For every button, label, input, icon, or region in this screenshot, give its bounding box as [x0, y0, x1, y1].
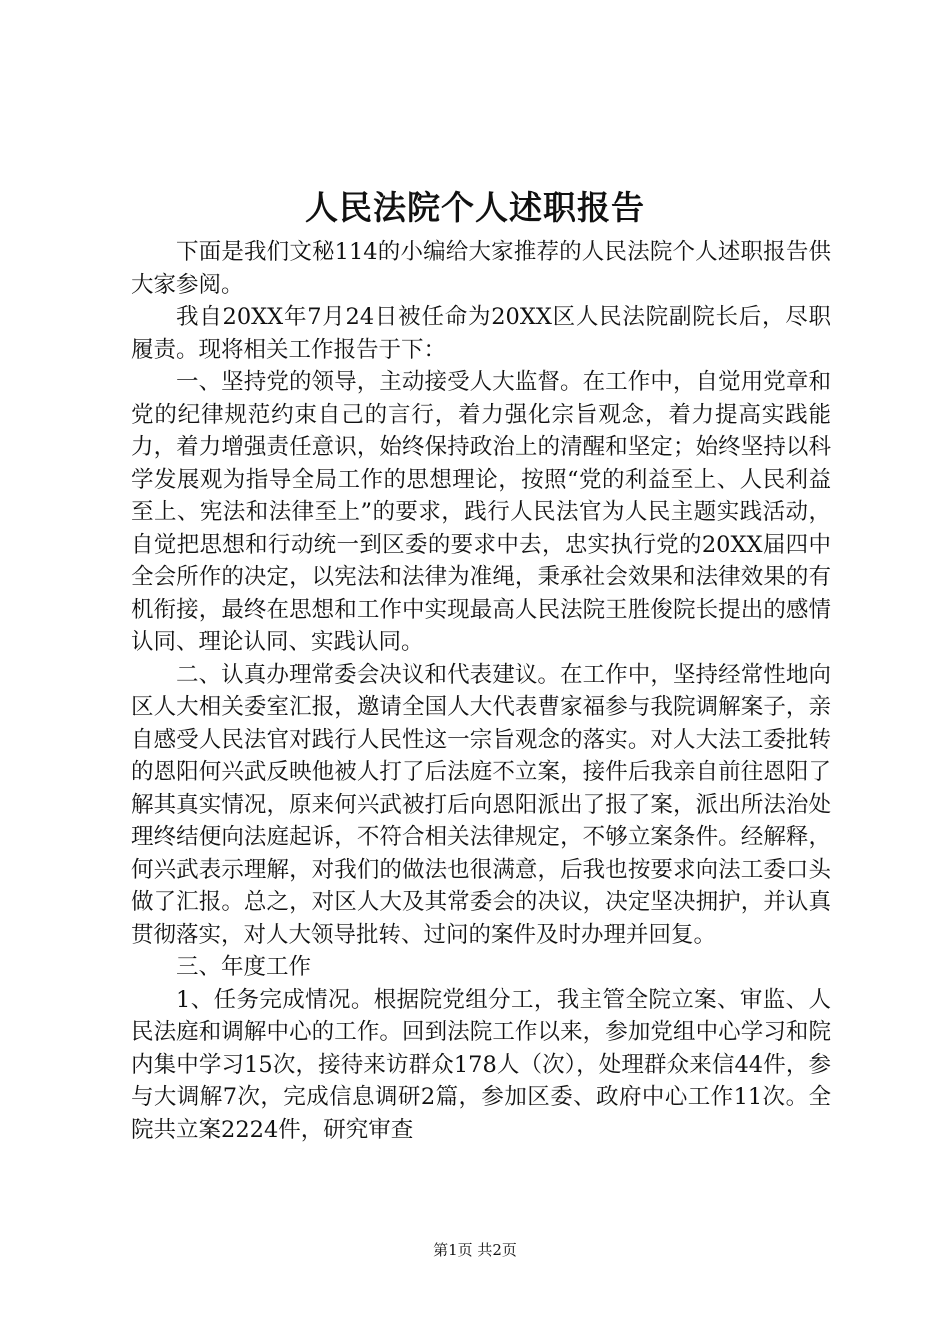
paragraph-section-3-item-1: 1、任务完成情况。根据院党组分工，我主管全院立案、审监、人民法庭和调解中心的工作。回到法院工作以来，参加党组中心学习和院内集中学习15次，接待来访群众178人（次），处理群众来信44件，参与大调解7次，完成信息调研2篇，参加区委、政府中心工作11次。全院共立案2224件，研究审查	[131, 986, 831, 1143]
document-title: 人民法院个人述职报告	[305, 188, 645, 227]
paragraph-section-2: 二、认真办理常委会决议和代表建议。在工作中，坚持经常性地向区人大相关委室汇报，邀请全国人大代表曹家福参与我院调解案子，亲自感受人民法官对践行人民性这一宗旨观念的落实。对人大法工委批转的恩阳何兴武反映他被人打了后法庭不立案，接件后我亲自前往恩阳了解其真实情况，原来何兴武被打后向恩阳派出了报了案，派出所法治处理终结便向法庭起诉，不符合相关法律规定，不够立案条件。经解释，何兴武表示理解，对我们的做法也很满意，后我也按要求向法工委口头做了汇报。总之，对区人大及其常委会的决议，决定坚决拥护，并认真贯彻落实，对人大领导批转、过问的案件及时办理并回复。	[131, 661, 831, 948]
paragraph-appointment: 我自20XX年7月24日被任命为20XX区人民法院副院长后，尽职履责。现将相关工作报告于下：	[131, 304, 831, 363]
paragraph-intro: 下面是我们文秘114的小编给大家推荐的人民法院个人述职报告供大家参阅。	[131, 239, 831, 298]
paragraph-section-1: 一、坚持党的领导，主动接受人大监督。在工作中，自觉用党章和党的纪律规范约束自己的言行，着力强化宗旨观念，着力提高实践能力，着力增强责任意识，始终保持政治上的清醒和坚定；始终坚持以科学发展观为指导全局工作的思想理论，按照“党的利益至上、人民利益至上、宪法和法律至上”的要求，践行人民法官为人民主题实践活动，自觉把思想和行动统一到区委的要求中去，忠实执行党的20XX届四中全会所作的决定，以宪法和法律为准绳，秉承社会效果和法律效果的有机衔接，最终在思想和工作中实现最高人民法院王胜俊院长提出的感情认同、理论认同、实践认同。	[131, 369, 831, 655]
page-footer: 第1页 共2页	[433, 1241, 517, 1259]
paragraph-section-3-heading: 三、年度工作	[176, 954, 312, 980]
document-body	[131, 236, 831, 1146]
